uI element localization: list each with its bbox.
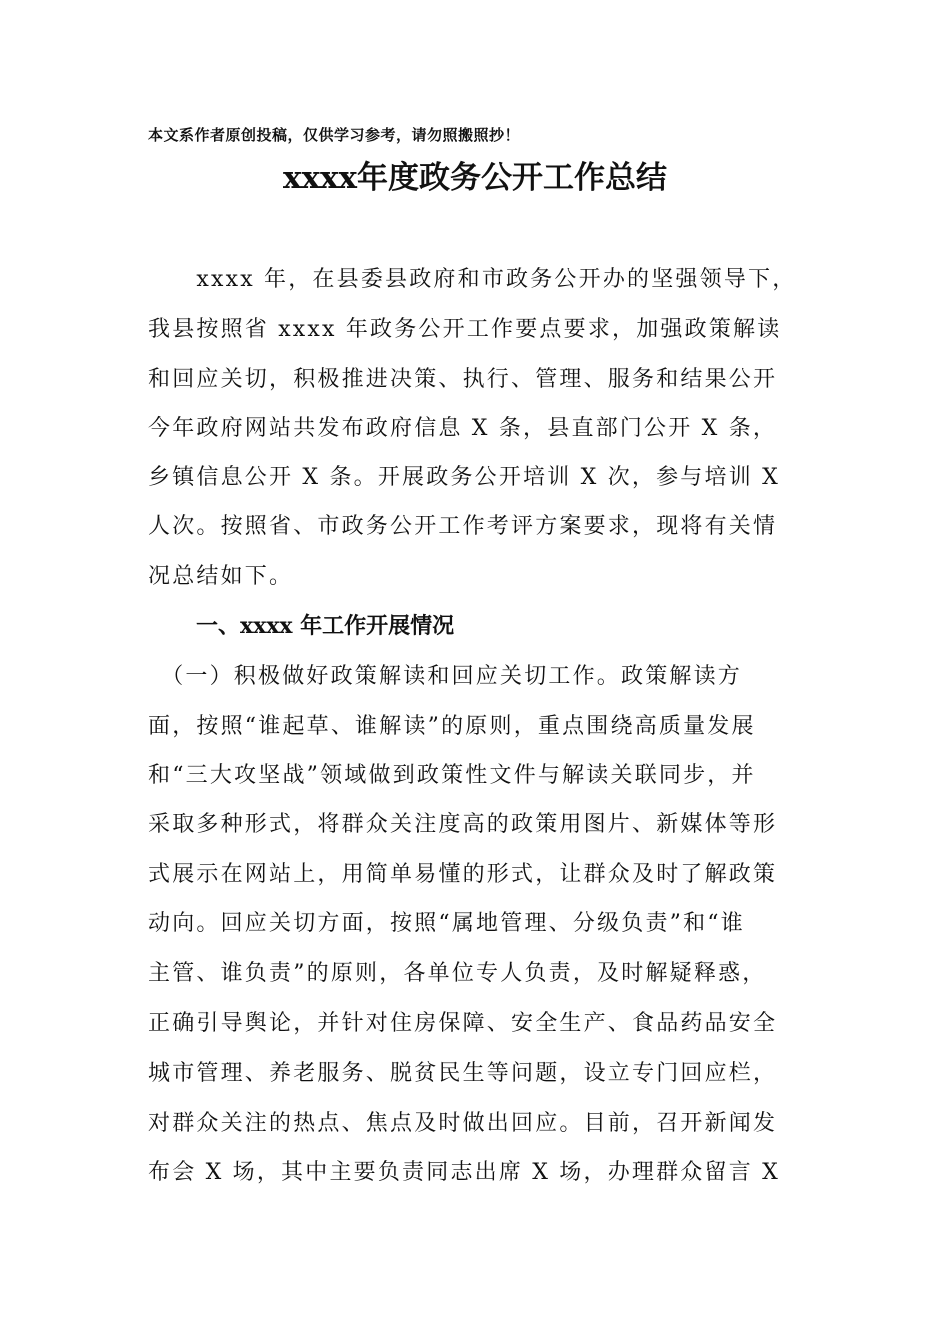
body-line: 面，按照“谁起草、谁解读”的原则，重点围绕高质量发展 (148, 714, 756, 739)
body-line: 况总结如下。 (148, 564, 294, 589)
body-line: 布会 X 场，其中主要负责同志出席 X 场，办理群众留言 X (148, 1160, 780, 1185)
body-line: 正确引导舆论，并针对住房保障、安全生产、食品药品安全 (148, 1011, 778, 1036)
body-line: 对群众关注的热点、焦点及时做出回应。目前，召开新闻发 (148, 1111, 778, 1136)
notice-text: 本文系作者原创投稿，仅供学习参考，请勿照搬照抄！ (148, 126, 521, 144)
body-line: （一）积极做好政策解读和回应关切工作。政策解读方 (148, 664, 743, 689)
body-line: 我县按照省 xxxx 年政务公开工作要点要求，加强政策解读 (148, 317, 782, 342)
body-line: 今年政府网站共发布政府信息 X 条，县直部门公开 X 条， (148, 416, 778, 441)
body-line: 采取多种形式，将群众关注度高的政策用图片、新媒体等形 (148, 812, 778, 837)
body-line: xxxx 年，在县委县政府和市政务公开办的坚强领导下， (148, 267, 797, 292)
body-line: 和回应关切，积极推进决策、执行、管理、服务和结果公开 (148, 367, 778, 392)
body-line: 人次。按照省、市政务公开工作考评方案要求，现将有关情 (148, 514, 778, 539)
body-line: 动向。回应关切方面，按照“属地管理、分级负责”和“谁 (148, 911, 745, 936)
body-line: 式展示在网站上，用简单易懂的形式，让群众及时了解政策 (148, 862, 778, 887)
body-line: 乡镇信息公开 X 条。开展政务公开培训 X 次，参与培训 X (148, 465, 780, 490)
body-line: 城市管理、养老服务、脱贫民生等问题，设立专门回应栏， (148, 1061, 778, 1086)
body-line: 主管、谁负责”的原则，各单位专人负责，及时解疑释惑， (148, 961, 767, 986)
document-title: xxxx年度政务公开工作总结 (283, 160, 667, 196)
section-heading: 一、xxxx 年工作开展情况 (196, 613, 455, 639)
body-line: 和“三大攻坚战”领域做到政策性文件与解读关联同步，并 (148, 763, 756, 788)
